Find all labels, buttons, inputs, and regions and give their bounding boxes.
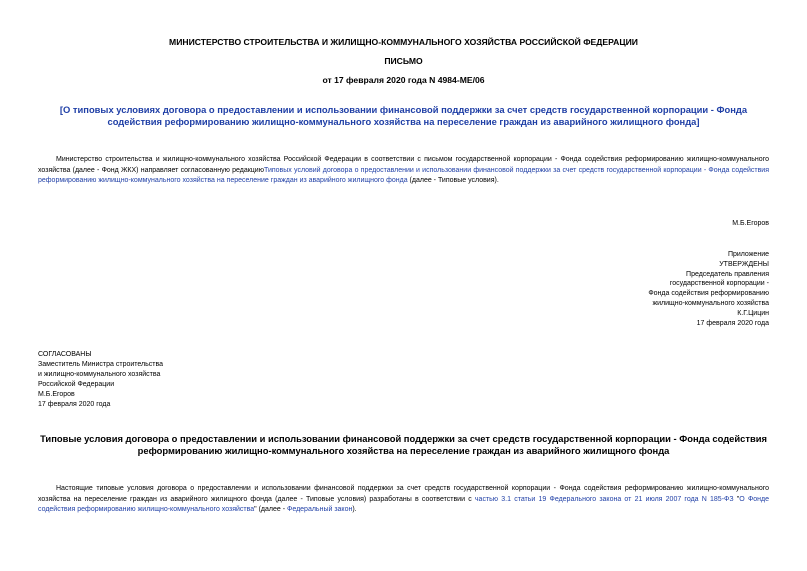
approval-line: государственной корпорации -: [669, 280, 769, 288]
conditions-title: Типовые условия договора о предоставлении и использовании финансовой поддержки за счет средств государственной корпорации - Фонда содействия реформированию жилищно-коммунального хозяйства на переселение граждан из аварийного жилищного фонда: [40, 433, 767, 456]
agreement-line: Российской Федерации: [38, 381, 115, 388]
document-title-link[interactable]: О типовых условиях договора о предоставлении и использовании финансовой поддержки за счет средств государственной корпорации - Фонда содействия реформированию жилищно-коммунального хозяйства на переселение граждан из аварийного жилищного фонда: [63, 104, 748, 127]
conditions-text: Настоящие типовые условия договора о предоставлении и использовании финансовой поддержки за счет средств государственной корпорации - Фонда содействия реформированию жилищно-коммунального хозяйства на переселение граждан из аварийного жилищного фонда (далее - Типовые условия) разработаны в соответствии с: [38, 485, 769, 503]
conditions-text: ": [733, 495, 740, 503]
document-type: ПИСЬМО: [384, 56, 423, 66]
agreement-line: 17 февраля 2020 года: [38, 401, 111, 408]
letter-signature: [569, 219, 769, 229]
letter-paragraph: [38, 155, 769, 187]
law-article-link[interactable]: частью 3.1 статьи 19 Федерального закона от 21 июля 2007 года N 185-ФЗ: [474, 495, 734, 503]
conditions-text: ).: [352, 506, 357, 514]
agreement-block: [38, 350, 258, 410]
conditions-paragraph: [38, 484, 769, 516]
agreement-line: и жилищно-коммунального хозяйства: [38, 371, 161, 378]
title-bracket-open: [: [59, 104, 64, 115]
approval-line: УТВЕРЖДЕНЫ: [719, 260, 769, 268]
agreement-line: СОГЛАСОВАНЫ: [38, 351, 92, 358]
typical-conditions-link[interactable]: Типовых условий договора о предоставлении и использовании финансовой поддержки за счет средств государственной корпорации - Фонда содействия реформированию жилищно-коммунального хозяйства на переселение граждан из аварийного жилищного фонда: [38, 166, 770, 185]
approval-line: Фонда содействия реформированию: [648, 290, 769, 298]
title-bracket-close: ]: [696, 116, 700, 127]
document-date-number: от 17 февраля 2020 года N 4984-МЕ/06: [322, 75, 485, 85]
fund-law-link[interactable]: О Фонде содействия реформированию жилищно-коммунального хозяйства: [38, 495, 770, 514]
signature-name: М.Б.Егоров: [732, 220, 769, 227]
agreement-line: Заместитель Министра строительства: [38, 361, 164, 368]
approval-line: К.Г.Цицин: [737, 309, 769, 317]
agreement-line: М.Б.Егоров: [38, 391, 75, 398]
approval-block: [569, 250, 769, 328]
document-title: [40, 104, 767, 128]
approval-line: 17 февраля 2020 года: [696, 319, 769, 327]
ministry-heading: МИНИСТЕРСТВО СТРОИТЕЛЬСТВА И ЖИЛИЩНО-КОММУНАЛЬНОГО ХОЗЯЙСТВА РОССИЙСКОЙ ФЕДЕРАЦИИ: [169, 37, 638, 47]
federal-law-link[interactable]: Федеральный закон: [287, 506, 353, 514]
conditions-text: " (далее -: [254, 506, 288, 514]
letter-paragraph-tail: (далее - Типовые условия).: [407, 177, 499, 185]
letter-paragraph-text: Министерство строительства и жилищно-коммунального хозяйства Российской Федерации в соответствии с письмом государственной корпорации - Фонда содействия реформированию жилищно-коммунального хозяйства (далее - Фонд ЖКХ) направляет согласованную редакцию: [38, 156, 769, 174]
approval-line: жилищно-коммунального хозяйства: [652, 299, 769, 307]
approval-line: Председатель правления: [686, 270, 769, 278]
approval-line: Приложение: [727, 251, 769, 258]
